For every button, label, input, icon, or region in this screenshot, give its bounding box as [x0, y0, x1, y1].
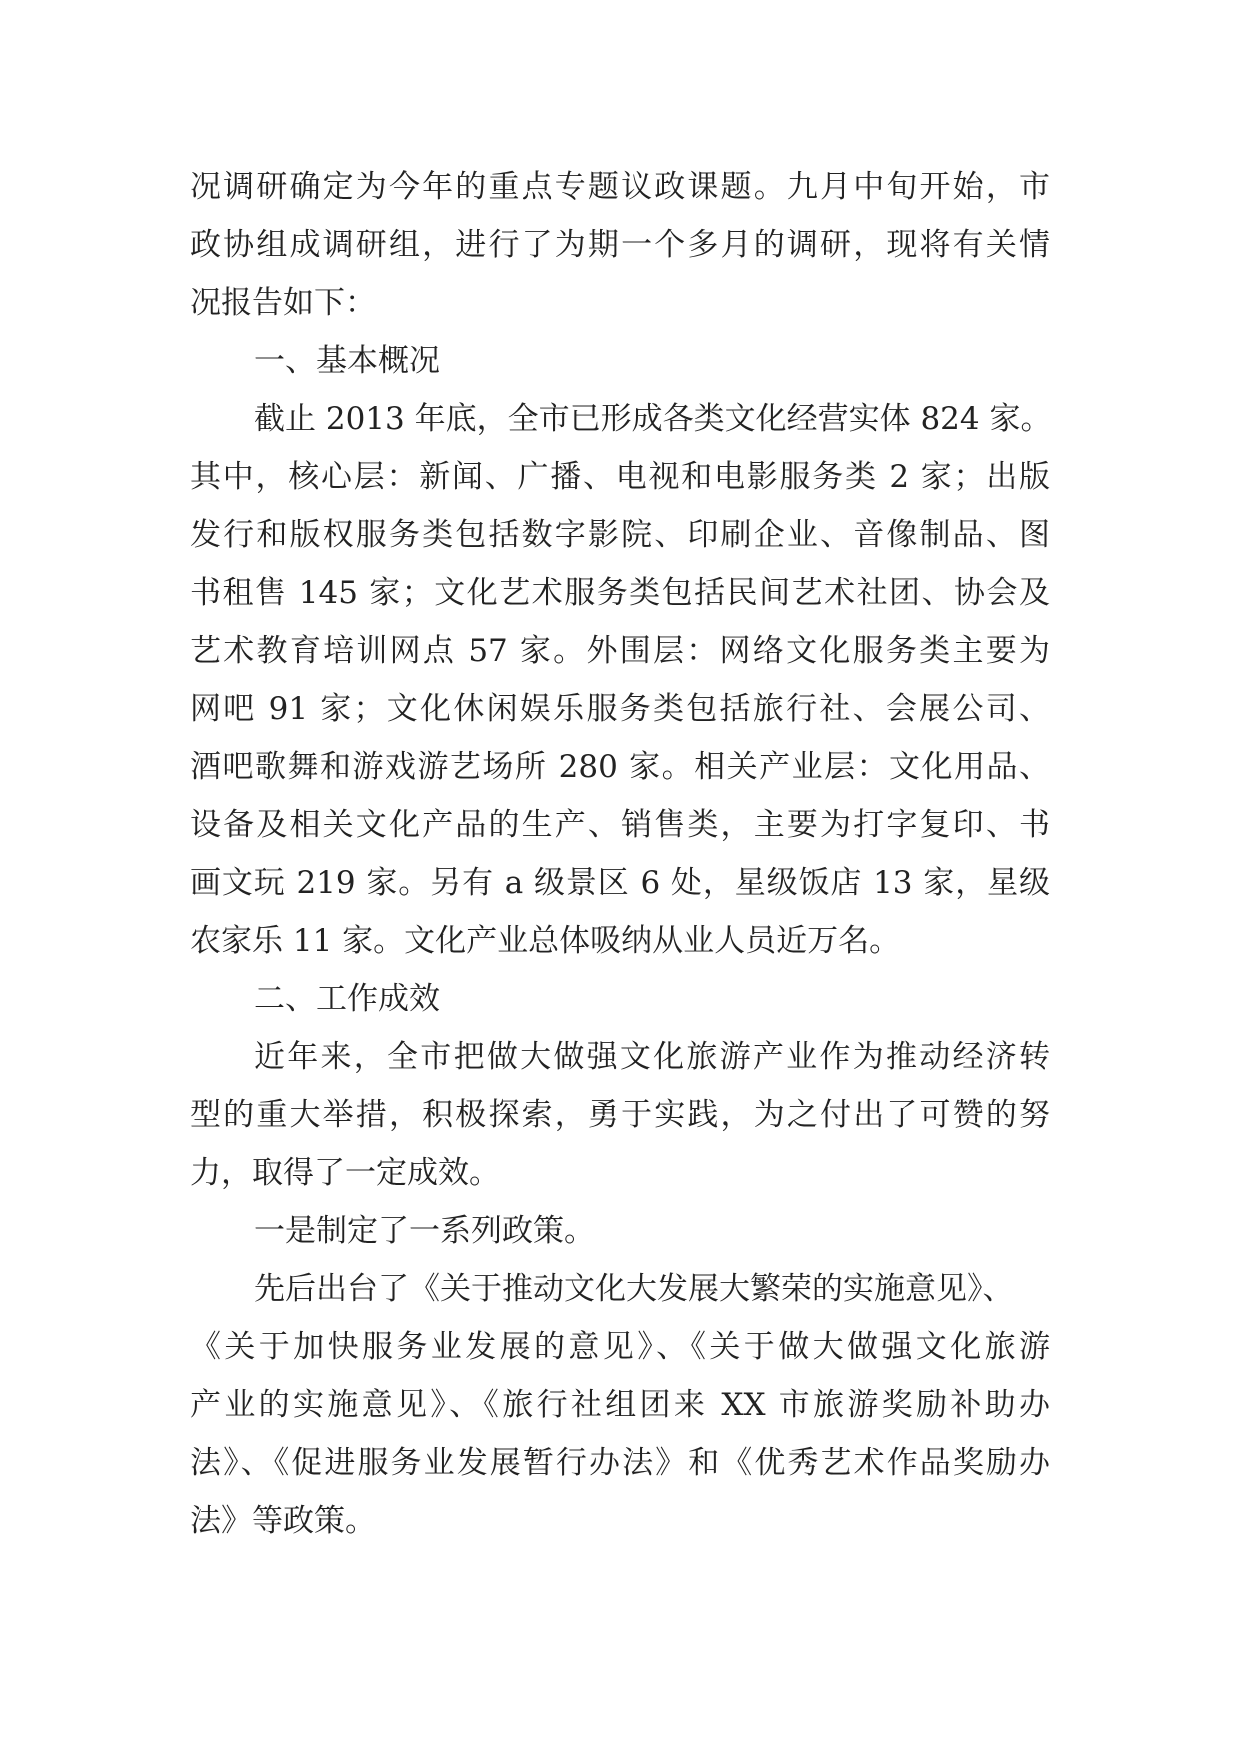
text-line: 其中，核心层：新闻、广播、电视和电影服务类 2 家；出版: [190, 459, 1050, 495]
text-line: 力，取得了一定成效。: [190, 1155, 500, 1191]
text-line: 网吧 91 家；文化休闲娱乐服务类包括旅行社、会展公司、: [190, 691, 1050, 727]
text-line: 先后出台了《关于推动文化大发展大繁荣的实施意见》、: [254, 1271, 1014, 1307]
text-line: 政协组成调研组，进行了为期一个多月的调研，现将有关情: [190, 227, 1050, 263]
subsection-heading-policies: 一是制定了一系列政策。: [254, 1213, 595, 1249]
text-line: 《关于加快服务业发展的意见》、《关于做大做强文化旅游: [190, 1329, 1050, 1365]
document-body: [190, 158, 1050, 1550]
section-heading-work-results: 二、工作成效: [254, 981, 440, 1017]
text-line: 艺术教育培训网点 57 家。外围层：网络文化服务类主要为: [190, 633, 1050, 669]
text-line: 近年来，全市把做大做强文化旅游产业作为推动经济转: [254, 1039, 1050, 1075]
text-line: 法》等政策。: [190, 1503, 376, 1539]
text-line: 设备及相关文化产品的生产、销售类，主要为打字复印、书: [190, 807, 1050, 843]
text-line: 况调研确定为今年的重点专题议政课题。九月中旬开始，市: [190, 169, 1050, 205]
section-heading-basic-overview: 一、基本概况: [254, 343, 440, 379]
text-line: 截止 2013 年底，全市已形成各类文化经营实体 824 家。: [254, 401, 1052, 437]
text-line: 型的重大举措，积极探索，勇于实践，为之付出了可赞的努: [190, 1097, 1050, 1133]
text-line: 法》、《促进服务业发展暂行办法》和《优秀艺术作品奖励办: [190, 1445, 1050, 1481]
text-line: 画文玩 219 家。另有 a 级景区 6 处，星级饭店 13 家，星级: [190, 865, 1050, 901]
text-line: 况报告如下：: [190, 285, 376, 321]
text-line: 酒吧歌舞和游戏游艺场所 280 家。相关产业层：文化用品、: [190, 749, 1050, 785]
text-line: 发行和版权服务类包括数字影院、印刷企业、音像制品、图: [190, 517, 1050, 553]
text-line: 产业的实施意见》、《旅行社组团来 XX 市旅游奖励补助办: [190, 1387, 1050, 1423]
text-line: 书租售 145 家；文化艺术服务类包括民间艺术社团、协会及: [190, 575, 1050, 611]
text-line: 农家乐 11 家。文化产业总体吸纳从业人员近万名。: [190, 923, 901, 959]
